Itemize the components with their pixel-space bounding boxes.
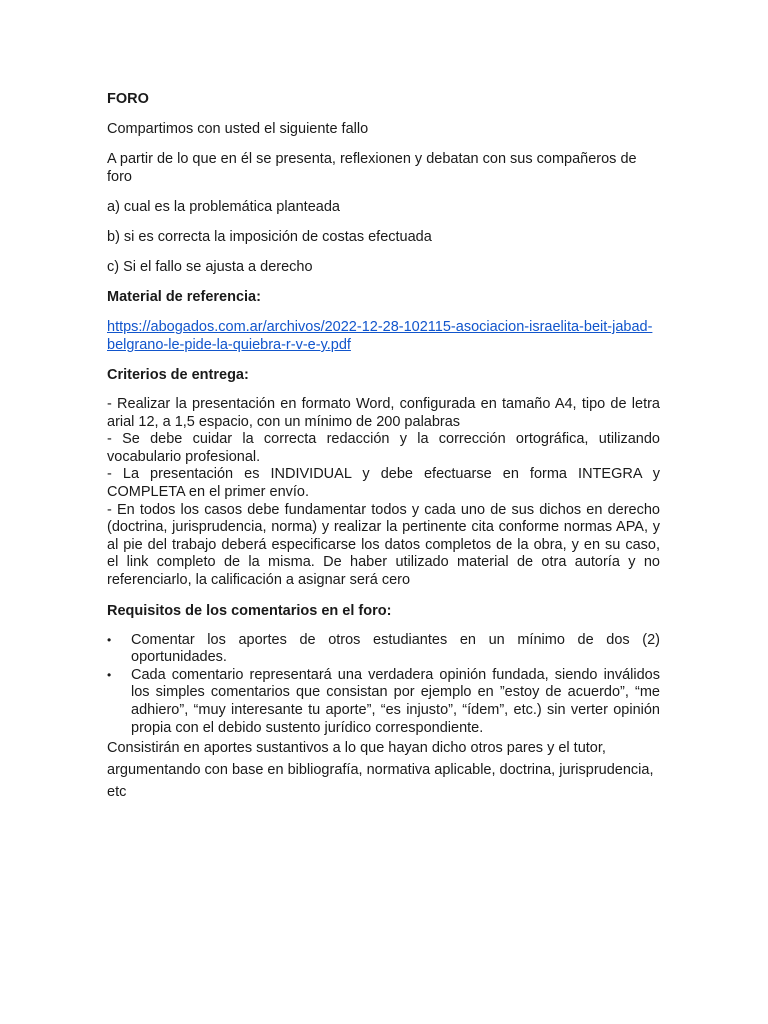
bullet-icon: •: [107, 632, 112, 647]
question-c: c) Si el fallo se ajusta a derecho: [107, 259, 313, 275]
question-a: a) cual es la problemática planteada: [107, 199, 340, 215]
question-b: b) si es correcta la imposición de costas efectuada: [107, 229, 432, 245]
list-item: [107, 667, 660, 737]
document-title: FORO: [107, 91, 149, 107]
requirements-heading: Requisitos de los comentarios en el foro:: [107, 602, 392, 619]
instruction-text: A partir de lo que en él se presenta, reflexionen y debatan con sus compañeros de foro: [107, 151, 637, 185]
requirements-list: [107, 632, 660, 738]
criteria-item: - En todos los casos debe fundamentar todos y cada uno de sus dichos en derecho (doctrina, jurisprudencia, norma) y realizar la pertinente cita conforme normas APA, y al pie del trabajo deberá especificarse los datos completos de la obra, y en su caso, el link completo de la misma. De haber utilizado material de otra autoría y no referenciarlo, la calificación a asignar será cero: [107, 501, 660, 588]
criteria-item: - La presentación es INDIVIDUAL y debe efectuarse en forma INTEGRA y COMPLETA en el primer envío.: [107, 466, 660, 500]
reference-heading: Material de referencia:: [107, 289, 261, 305]
requirement-text: Cada comentario representará una verdadera opinión fundada, siendo inválidos los simples comentarios que consistan por ejemplo en ”estoy de acuerdo”, “me adhiero”, “muy interesante tu aporte”, “es injusto”, “ídem”, etc.) sin verter opinión propia con el debido sustento jurídico correspondiente.: [131, 666, 660, 736]
criteria-heading: Criterios de entrega:: [107, 367, 249, 383]
requirement-text: Comentar los aportes de otros estudiantes en un mínimo de dos (2) oportunidades.: [131, 631, 660, 666]
criteria-list: [107, 396, 660, 590]
criteria-item: - Se debe cuidar la correcta redacción y la corrección ortográfica, utilizando vocabulario profesional.: [107, 431, 660, 465]
closing-text: Consistirán en aportes sustantivos a lo que hayan dicho otros pares y el tutor, argumentando con base en bibliografía, normativa aplicable, doctrina, jurisprudencia, etc: [107, 740, 654, 801]
bullet-icon: •: [107, 667, 112, 682]
document-page: [107, 90, 660, 803]
criteria-item: - Realizar la presentación en formato Word, configurada en tamaño A4, tipo de letra arial 12, a 1,5 espacio, con un mínimo de 200 palabras: [107, 396, 660, 430]
list-item: [107, 632, 660, 667]
reference-link[interactable]: https://abogados.com.ar/archivos/2022-12-28-102115-asociacion-israelita-beit-jabad-belgrano-le-pide-la-quiebra-r-v-e-y.pdf: [107, 319, 653, 353]
intro-text: Compartimos con usted el siguiente fallo: [107, 121, 369, 137]
